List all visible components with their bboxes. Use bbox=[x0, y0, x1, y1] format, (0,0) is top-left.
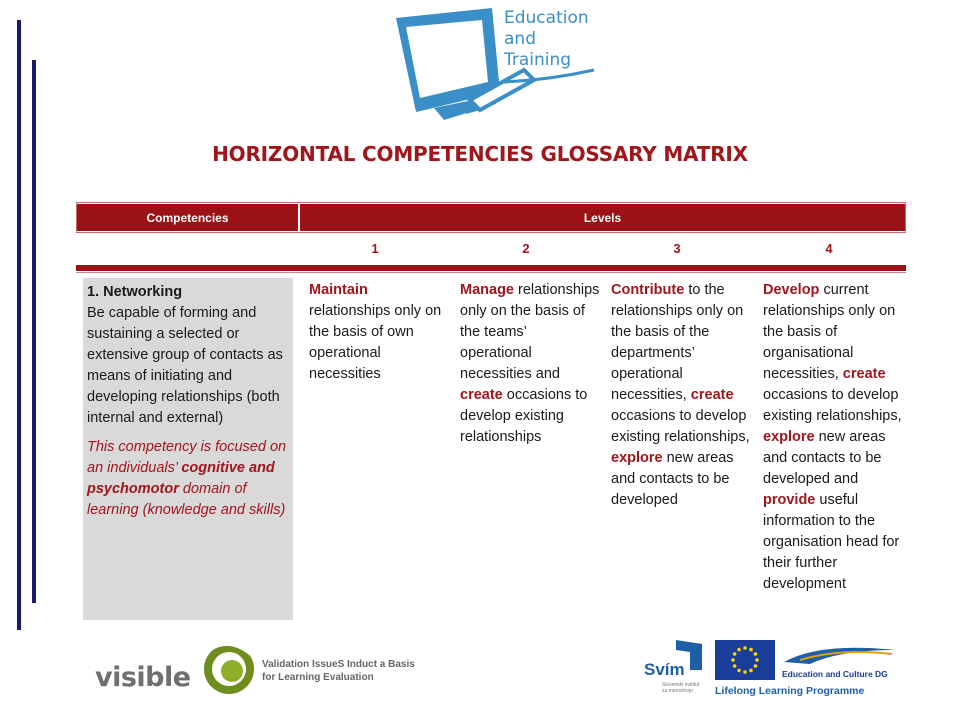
level-4-cell bbox=[763, 280, 903, 595]
cell-text: occasions to develop existing relationships bbox=[460, 387, 588, 445]
cell-text: to the relationships only on the basis of the departments’ operational necessities, bbox=[611, 282, 744, 403]
verb: Develop bbox=[763, 282, 820, 298]
verb: Manage bbox=[460, 282, 514, 298]
competency-focus bbox=[87, 437, 293, 521]
visible-wordmark: visible bbox=[95, 662, 191, 693]
verb: create bbox=[690, 387, 734, 403]
visible-logo bbox=[95, 640, 420, 698]
education-training-logo bbox=[374, 0, 609, 128]
cell-text: relationships only on the basis of the teams’ operational necessities and bbox=[460, 282, 600, 382]
focus-text-bold: cognitive and psychomotor bbox=[87, 460, 275, 497]
competency-title: 1. Networking bbox=[87, 284, 183, 300]
verb: Maintain bbox=[309, 282, 368, 298]
education-culture-dg-logo bbox=[780, 640, 900, 680]
visible-subtitle-2: for Learning Evaluation bbox=[262, 672, 374, 683]
level-3-label: 3 bbox=[673, 241, 681, 256]
verb: create bbox=[842, 366, 886, 382]
logo-line-3: Training bbox=[504, 50, 572, 70]
eu-flag bbox=[715, 640, 775, 680]
llp-label: Lifelong Learning Programme bbox=[715, 685, 865, 697]
svim-wordmark: Svím bbox=[644, 660, 685, 679]
svim-subtitle: Slovenski institut za meroslovje bbox=[662, 682, 700, 694]
cell-text: relationships only on the basis of own operational necessities bbox=[309, 303, 442, 382]
verb: provide bbox=[763, 492, 816, 508]
swoosh-icon bbox=[780, 640, 900, 668]
focus-text-post: domain of learning (knowledge and skills) bbox=[87, 481, 286, 518]
eu-stars-icon bbox=[715, 640, 775, 680]
level-1-label: 1 bbox=[371, 241, 379, 256]
visible-subtitle-1: Validation IssueS Induct a Basis bbox=[262, 659, 415, 670]
logo-line-2: and bbox=[504, 29, 536, 49]
level-2-cell bbox=[460, 280, 600, 448]
competency-cell bbox=[87, 282, 293, 521]
header-competencies: Competencies bbox=[77, 204, 298, 231]
page-title: HORIZONTAL COMPETENCIES GLOSSARY MATRIX bbox=[212, 142, 748, 166]
header-divider-thin bbox=[76, 272, 906, 273]
verb: Contribute bbox=[611, 282, 685, 298]
cell-text: occasions to develop existing relationships, bbox=[763, 387, 902, 424]
cell-text: occasions to develop existing relationships, bbox=[611, 408, 750, 445]
cell-text: new areas and contacts to be developed bbox=[611, 450, 734, 508]
header-levels: Levels bbox=[300, 204, 905, 231]
competency-description: Be capable of forming and sustaining a selected or extensive group of contacts as means of initiating and developing relationships (both internal and external) bbox=[87, 305, 283, 426]
level-2-label: 2 bbox=[522, 241, 530, 256]
cell-text: current relationships only on the basis of organisational necessities, bbox=[763, 282, 896, 382]
cell-text: new areas and contacts to be developed and bbox=[763, 429, 886, 487]
header-divider bbox=[76, 265, 906, 271]
svim-logo bbox=[642, 638, 704, 696]
swirl-icon bbox=[199, 640, 257, 696]
level-3-cell bbox=[611, 280, 751, 511]
verb: explore bbox=[763, 429, 815, 445]
level-4-label: 4 bbox=[825, 241, 833, 256]
eu-dg-label: Education and Culture DG bbox=[782, 669, 888, 679]
verb: create bbox=[460, 387, 503, 403]
logo-line-1: Education bbox=[504, 8, 589, 28]
verb: explore bbox=[611, 450, 663, 466]
focus-text-pre: This competency is focused on an individuals’ bbox=[87, 439, 287, 476]
left-decor-bar-1 bbox=[17, 20, 21, 630]
level-1-cell bbox=[309, 280, 449, 385]
cell-text: useful information to the organisation head for their further development bbox=[763, 492, 900, 592]
